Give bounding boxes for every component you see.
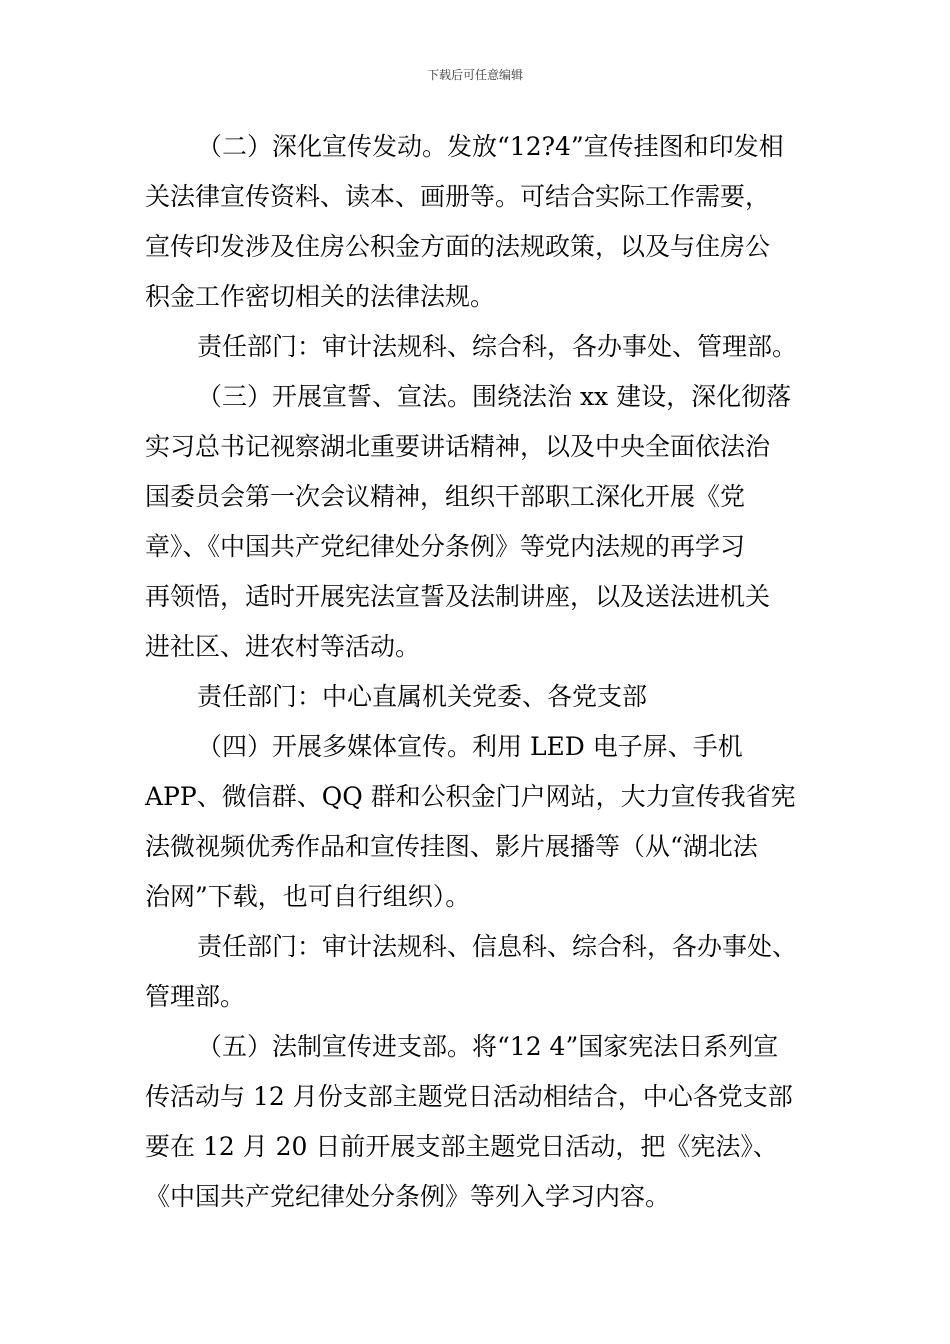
para2-line2: 实习总书记视察湖北重要讲话精神，以及中央全面依法治 [145,432,771,461]
para4-line1: （五）法制宣传进支部。将“12 4”国家宪法日系列宣 [197,1032,779,1061]
responsibility-3-line1: 责任部门：审计法规科、信息科、综合科，各办事处、 [197,932,798,961]
para2-line3: 国委员会第一次会议精神，组织干部职工深化开展《党 [145,482,746,511]
para3-line1: （四）开展多媒体宣传。利用 LED 电子屏、手机 [197,732,743,761]
para2-line5: 再领悟，适时开展宪法宣誓及法制讲座，以及送法进机关 [145,582,771,611]
para4-line3: 要在 12 月 20 日前开展支部主题党日活动，把《宪法》、 [145,1132,778,1161]
para2-line6: 进社区、进农村等活动。 [145,632,421,661]
para2-line4: 章》、《中国共产党纪律处分条例》等党内法规的再学习 [145,532,746,561]
responsibility-1: 责任部门：审计法规科、综合科，各办事处、管理部。 [197,332,798,361]
para1-line1: （二）深化宣传发动。发放“12?4”宣传挂图和印发相 [197,132,784,161]
para3-line3: 法微视频优秀作品和宣传挂图、影片展播等（从“湖北法 [145,832,758,861]
para3-line2: APP、微信群、QQ 群和公积金门户网站，大力宣传我省宪 [145,782,796,811]
responsibility-3-line2: 管理部。 [145,982,246,1011]
para1-line4: 积金工作密切相关的法律法规。 [145,282,496,311]
para1-line3: 宣传印发涉及住房公积金方面的法规政策，以及与住房公 [145,232,771,261]
para3-line4: 治网”下载，也可自行组织）。 [145,882,471,911]
para1-line2: 关法律宣传资料、读本、画册等。可结合实际工作需要， [145,182,771,211]
responsibility-2: 责任部门：中心直属机关党委、各党支部 [197,682,648,711]
page-header: 下载后可任意编辑 [426,68,523,82]
para2-line1: （三）开展宣誓、宣法。围绕法治 xx 建设，深化彻落 [197,382,792,411]
para4-line2: 传活动与 12 月份支部主题党日活动相结合，中心各党支部 [145,1082,793,1111]
para4-line4: 《中国共产党纪律处分条例》等列入学习内容。 [145,1182,671,1211]
